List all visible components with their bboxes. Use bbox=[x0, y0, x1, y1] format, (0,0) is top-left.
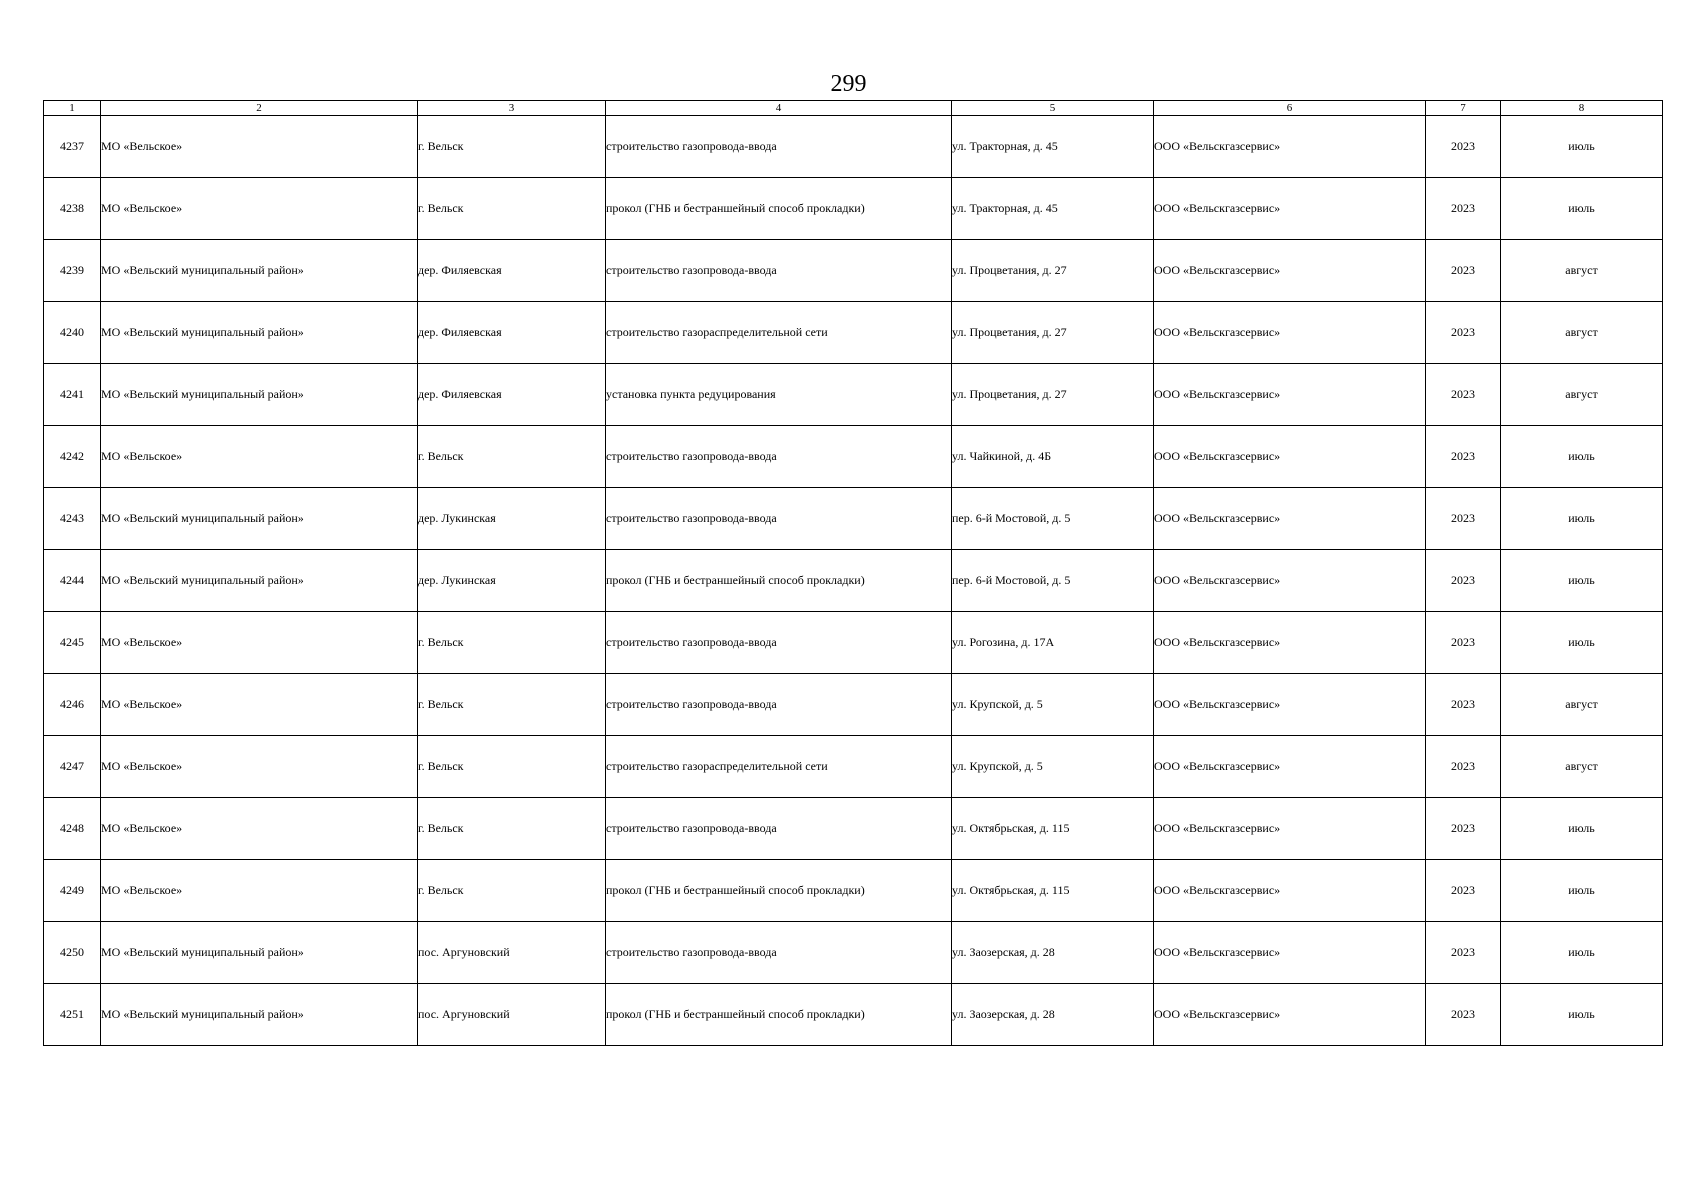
year-cell: 2023 bbox=[1426, 612, 1501, 674]
address-cell: ул. Процветания, д. 27 bbox=[952, 302, 1154, 364]
row-number-cell: 4243 bbox=[44, 488, 101, 550]
settlement-cell: дер. Филяевская bbox=[418, 364, 606, 426]
municipality-cell: МО «Вельское» bbox=[101, 798, 418, 860]
year-cell: 2023 bbox=[1426, 240, 1501, 302]
address-cell: ул. Тракторная, д. 45 bbox=[952, 178, 1154, 240]
row-number-cell: 4244 bbox=[44, 550, 101, 612]
month-cell: июль bbox=[1501, 612, 1663, 674]
organization-cell: ООО «Вельскгазсервис» bbox=[1154, 550, 1426, 612]
row-number-cell: 4251 bbox=[44, 984, 101, 1046]
table-body bbox=[44, 116, 1663, 1046]
month-cell: август bbox=[1501, 674, 1663, 736]
year-cell: 2023 bbox=[1426, 302, 1501, 364]
month-cell: июль bbox=[1501, 488, 1663, 550]
organization-cell: ООО «Вельскгазсервис» bbox=[1154, 922, 1426, 984]
table-row bbox=[44, 860, 1663, 922]
column-header-5: 5 bbox=[952, 101, 1154, 116]
work-type-cell: строительство газопровода-ввода bbox=[606, 240, 952, 302]
month-cell: июль bbox=[1501, 116, 1663, 178]
row-number-cell: 4248 bbox=[44, 798, 101, 860]
year-cell: 2023 bbox=[1426, 860, 1501, 922]
organization-cell: ООО «Вельскгазсервис» bbox=[1154, 984, 1426, 1046]
municipality-cell: МО «Вельский муниципальный район» bbox=[101, 550, 418, 612]
municipality-cell: МО «Вельское» bbox=[101, 674, 418, 736]
work-type-cell: строительство газопровода-ввода bbox=[606, 612, 952, 674]
row-number-cell: 4238 bbox=[44, 178, 101, 240]
municipality-cell: МО «Вельский муниципальный район» bbox=[101, 364, 418, 426]
month-cell: июль bbox=[1501, 798, 1663, 860]
address-cell: ул. Октябрьская, д. 115 bbox=[952, 798, 1154, 860]
work-type-cell: строительство газопровода-ввода bbox=[606, 922, 952, 984]
row-number-cell: 4240 bbox=[44, 302, 101, 364]
row-number-cell: 4249 bbox=[44, 860, 101, 922]
municipality-cell: МО «Вельский муниципальный район» bbox=[101, 984, 418, 1046]
organization-cell: ООО «Вельскгазсервис» bbox=[1154, 736, 1426, 798]
organization-cell: ООО «Вельскгазсервис» bbox=[1154, 488, 1426, 550]
year-cell: 2023 bbox=[1426, 364, 1501, 426]
column-header-3: 3 bbox=[418, 101, 606, 116]
year-cell: 2023 bbox=[1426, 984, 1501, 1046]
organization-cell: ООО «Вельскгазсервис» bbox=[1154, 798, 1426, 860]
address-cell: ул. Процветания, д. 27 bbox=[952, 240, 1154, 302]
row-number-cell: 4245 bbox=[44, 612, 101, 674]
year-cell: 2023 bbox=[1426, 674, 1501, 736]
year-cell: 2023 bbox=[1426, 426, 1501, 488]
organization-cell: ООО «Вельскгазсервис» bbox=[1154, 178, 1426, 240]
work-type-cell: прокол (ГНБ и бестраншейный способ прокладки) bbox=[606, 984, 952, 1046]
column-header-6: 6 bbox=[1154, 101, 1426, 116]
month-cell: июль bbox=[1501, 178, 1663, 240]
organization-cell: ООО «Вельскгазсервис» bbox=[1154, 302, 1426, 364]
month-cell: август bbox=[1501, 736, 1663, 798]
work-type-cell: строительство газораспределительной сети bbox=[606, 736, 952, 798]
settlement-cell: пос. Аргуновский bbox=[418, 922, 606, 984]
organization-cell: ООО «Вельскгазсервис» bbox=[1154, 116, 1426, 178]
settlement-cell: г. Вельск bbox=[418, 674, 606, 736]
table-row bbox=[44, 426, 1663, 488]
municipality-cell: МО «Вельское» bbox=[101, 178, 418, 240]
address-cell: ул. Заозерская, д. 28 bbox=[952, 922, 1154, 984]
settlement-cell: г. Вельск bbox=[418, 116, 606, 178]
month-cell: август bbox=[1501, 302, 1663, 364]
row-number-cell: 4246 bbox=[44, 674, 101, 736]
table-row bbox=[44, 984, 1663, 1046]
table-row bbox=[44, 302, 1663, 364]
municipality-cell: МО «Вельский муниципальный район» bbox=[101, 240, 418, 302]
month-cell: июль bbox=[1501, 426, 1663, 488]
year-cell: 2023 bbox=[1426, 178, 1501, 240]
row-number-cell: 4247 bbox=[44, 736, 101, 798]
column-number-header-row bbox=[44, 101, 1663, 116]
work-type-cell: строительство газопровода-ввода bbox=[606, 488, 952, 550]
row-number-cell: 4250 bbox=[44, 922, 101, 984]
settlement-cell: дер. Лукинская bbox=[418, 488, 606, 550]
work-type-cell: строительство газопровода-ввода bbox=[606, 798, 952, 860]
table-row bbox=[44, 736, 1663, 798]
table-row bbox=[44, 674, 1663, 736]
work-type-cell: строительство газопровода-ввода bbox=[606, 674, 952, 736]
address-cell: пер. 6-й Мостовой, д. 5 bbox=[952, 550, 1154, 612]
month-cell: июль bbox=[1501, 984, 1663, 1046]
table-row bbox=[44, 550, 1663, 612]
work-type-cell: строительство газопровода-ввода bbox=[606, 116, 952, 178]
address-cell: ул. Тракторная, д. 45 bbox=[952, 116, 1154, 178]
column-header-1: 1 bbox=[44, 101, 101, 116]
column-header-7: 7 bbox=[1426, 101, 1501, 116]
column-header-2: 2 bbox=[101, 101, 418, 116]
municipality-cell: МО «Вельский муниципальный район» bbox=[101, 302, 418, 364]
work-type-cell: строительство газопровода-ввода bbox=[606, 426, 952, 488]
table-row bbox=[44, 178, 1663, 240]
organization-cell: ООО «Вельскгазсервис» bbox=[1154, 240, 1426, 302]
year-cell: 2023 bbox=[1426, 116, 1501, 178]
year-cell: 2023 bbox=[1426, 550, 1501, 612]
page-number: 299 bbox=[830, 71, 867, 97]
municipality-cell: МО «Вельское» bbox=[101, 860, 418, 922]
settlement-cell: г. Вельск bbox=[418, 736, 606, 798]
address-cell: ул. Заозерская, д. 28 bbox=[952, 984, 1154, 1046]
settlement-cell: пос. Аргуновский bbox=[418, 984, 606, 1046]
row-number-cell: 4237 bbox=[44, 116, 101, 178]
municipality-cell: МО «Вельское» bbox=[101, 612, 418, 674]
municipality-cell: МО «Вельское» bbox=[101, 736, 418, 798]
address-cell: ул. Рогозина, д. 17А bbox=[952, 612, 1154, 674]
year-cell: 2023 bbox=[1426, 736, 1501, 798]
organization-cell: ООО «Вельскгазсервис» bbox=[1154, 426, 1426, 488]
address-cell: ул. Чайкиной, д. 4Б bbox=[952, 426, 1154, 488]
municipality-cell: МО «Вельский муниципальный район» bbox=[101, 922, 418, 984]
organization-cell: ООО «Вельскгазсервис» bbox=[1154, 612, 1426, 674]
settlement-cell: г. Вельск bbox=[418, 612, 606, 674]
address-cell: ул. Крупской, д. 5 bbox=[952, 674, 1154, 736]
year-cell: 2023 bbox=[1426, 798, 1501, 860]
table-row bbox=[44, 488, 1663, 550]
settlement-cell: г. Вельск bbox=[418, 860, 606, 922]
settlement-cell: г. Вельск bbox=[418, 178, 606, 240]
organization-cell: ООО «Вельскгазсервис» bbox=[1154, 674, 1426, 736]
work-type-cell: строительство газораспределительной сети bbox=[606, 302, 952, 364]
settlement-cell: дер. Филяевская bbox=[418, 302, 606, 364]
table-row bbox=[44, 612, 1663, 674]
work-type-cell: прокол (ГНБ и бестраншейный способ прокладки) bbox=[606, 178, 952, 240]
address-cell: ул. Октябрьская, д. 115 bbox=[952, 860, 1154, 922]
year-cell: 2023 bbox=[1426, 488, 1501, 550]
month-cell: июль bbox=[1501, 860, 1663, 922]
settlement-cell: дер. Филяевская bbox=[418, 240, 606, 302]
work-type-cell: установка пункта редуцирования bbox=[606, 364, 952, 426]
municipality-cell: МО «Вельское» bbox=[101, 116, 418, 178]
row-number-cell: 4239 bbox=[44, 240, 101, 302]
gas-works-table bbox=[43, 100, 1663, 1046]
organization-cell: ООО «Вельскгазсервис» bbox=[1154, 364, 1426, 426]
table-row bbox=[44, 116, 1663, 178]
row-number-cell: 4241 bbox=[44, 364, 101, 426]
municipality-cell: МО «Вельское» bbox=[101, 426, 418, 488]
month-cell: июль bbox=[1501, 550, 1663, 612]
row-number-cell: 4242 bbox=[44, 426, 101, 488]
organization-cell: ООО «Вельскгазсервис» bbox=[1154, 860, 1426, 922]
column-header-4: 4 bbox=[606, 101, 952, 116]
table-row bbox=[44, 240, 1663, 302]
settlement-cell: г. Вельск bbox=[418, 798, 606, 860]
month-cell: август bbox=[1501, 240, 1663, 302]
work-type-cell: прокол (ГНБ и бестраншейный способ прокладки) bbox=[606, 860, 952, 922]
month-cell: август bbox=[1501, 364, 1663, 426]
table-row bbox=[44, 922, 1663, 984]
address-cell: пер. 6-й Мостовой, д. 5 bbox=[952, 488, 1154, 550]
settlement-cell: дер. Лукинская bbox=[418, 550, 606, 612]
table-row bbox=[44, 364, 1663, 426]
work-type-cell: прокол (ГНБ и бестраншейный способ прокладки) bbox=[606, 550, 952, 612]
settlement-cell: г. Вельск bbox=[418, 426, 606, 488]
address-cell: ул. Процветания, д. 27 bbox=[952, 364, 1154, 426]
address-cell: ул. Крупской, д. 5 bbox=[952, 736, 1154, 798]
year-cell: 2023 bbox=[1426, 922, 1501, 984]
column-header-8: 8 bbox=[1501, 101, 1663, 116]
month-cell: июль bbox=[1501, 922, 1663, 984]
municipality-cell: МО «Вельский муниципальный район» bbox=[101, 488, 418, 550]
table-row bbox=[44, 798, 1663, 860]
